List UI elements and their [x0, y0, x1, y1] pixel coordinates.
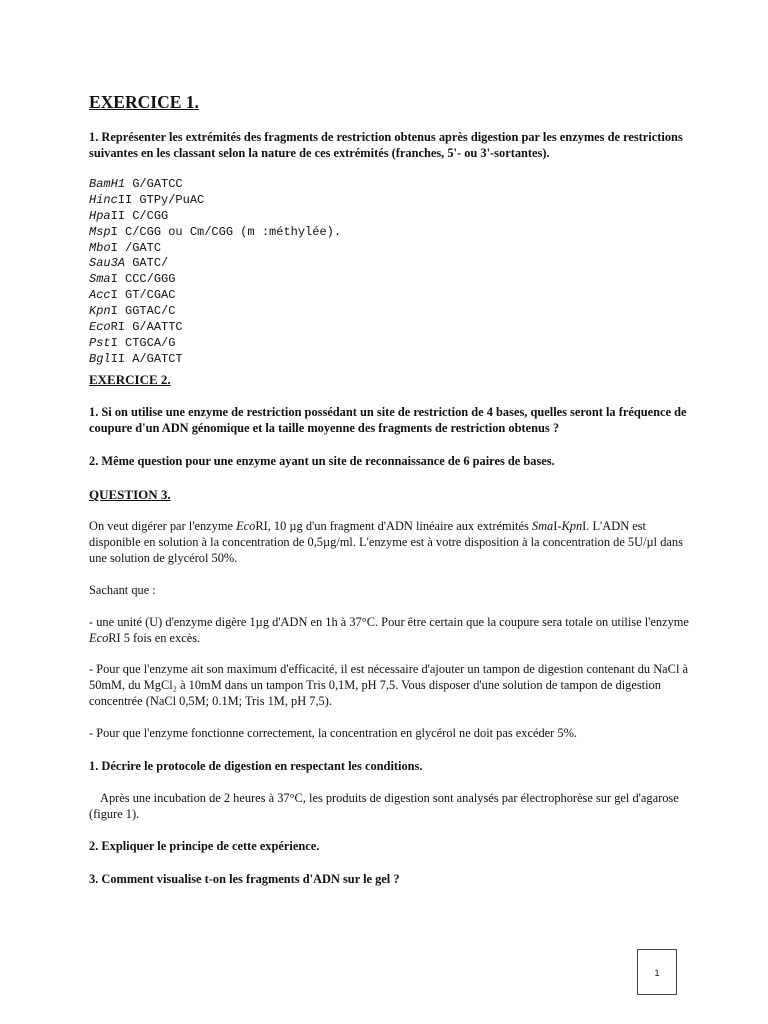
question-3-sub-3: 3. Comment visualise t-on les fragments d'ADN sur le gel ? — [89, 872, 400, 886]
question-3-title: QUESTION 3. — [89, 487, 171, 502]
enzyme-line-smai: SmaI CCC/GGG — [89, 272, 176, 287]
exercise-2-question-2: 2. Même question pour une enzyme ayant un site de reconnaissance de 6 paires de bases. — [89, 454, 555, 468]
enzyme-line-hincii: HincII GTPy/PuAC — [89, 192, 205, 207]
page-number-box — [637, 949, 677, 995]
enzyme-line-acci: AccI GT/CGAC — [89, 288, 176, 303]
question-3-sub-1: 1. Décrire le protocole de digestion en respectant les conditions. — [89, 759, 423, 773]
enzyme-line-bglii: BglII A/GATCT — [89, 351, 183, 366]
enzyme-line-hpaii: HpaII C/CGG — [89, 208, 169, 223]
condition-glycerol: - Pour que l'enzyme fonctionne correctement, la concentration en glycérol ne doit pas excéder 5%. — [89, 726, 578, 740]
condition-buffer: - Pour que l'enzyme ait son maximum d'efficacité, il est nécessaire d'ajouter un tampon de digestion contenant du NaCl à 50mM, du MgCl₂ à 10mM dans un tampon Tris 0,1M, pH 7,5. Vous disposer d'une solution de tampon de digestion concentrée (NaCl 0,5M; 0.1M; Tris 1M, pH 7,5). — [89, 662, 688, 708]
exercise-1-question: 1. Représenter les extrémités des fragments de restriction obtenus après digestion par les enzymes de restrictions suivantes en les classant selon la nature de ces extrémités (franches, 5'- ou 3'-sortantes). — [89, 130, 683, 160]
enzyme-line-kpni: KpnI GGTAC/C — [89, 304, 176, 319]
enzyme-line-psti: PstI CTGCA/G — [89, 335, 176, 350]
exercise-1-title: EXERCICE 1. — [89, 92, 199, 112]
enzyme-line-sau3a: Sau3A GATC/ — [89, 256, 169, 271]
question-3-sub-2: 2. Expliquer le principe de cette expérience. — [89, 839, 320, 853]
enzyme-line-bamh1: BamH1 G/GATCC — [89, 177, 183, 191]
incubation-text: Après une incubation de 2 heures à 37°C, les produits de digestion sont analysés par électrophorèse sur gel d'agarose (figure 1). — [89, 791, 679, 821]
exercise-2-title: EXERCICE 2. — [89, 372, 171, 387]
enzyme-line-ecori: EcoRI G/AATTC — [89, 320, 183, 335]
condition-unit: - une unité (U) d'enzyme digère 1µg d'ADN en 1h à 37°C. Pour être certain que la coupure sera totale on utilise l'enzyme EcoRI 5 fois en excès. — [89, 615, 689, 645]
exercise-2-question-1: 1. Si on utilise une enzyme de restriction possédant un site de restriction de 4 bases, quelles seront la fréquence de coupure d'un ADN génomique et la taille moyenne des fragments de restriction obtenus ? — [89, 405, 687, 435]
enzyme-list — [89, 177, 341, 368]
enzyme-line-mspi: MspI C/CGG ou Cm/CGG (m :méthylée). — [89, 224, 342, 239]
sachant-que: Sachant que : — [89, 583, 156, 597]
enzyme-line-mboi: MboI /GATC — [89, 240, 162, 255]
page-number: 1 — [654, 968, 660, 978]
question-3-intro: On veut digérer par l'enzyme EcoRI, 10 µg d'un fragment d'ADN linéaire aux extrémités SmaI-KpnI. L'ADN est disponible en solution à la concentration de 0,5µg/ml. L'enzyme est à votre disposition à la concentration de 5U/µl dans une solution de glycérol 50%. — [89, 519, 683, 565]
